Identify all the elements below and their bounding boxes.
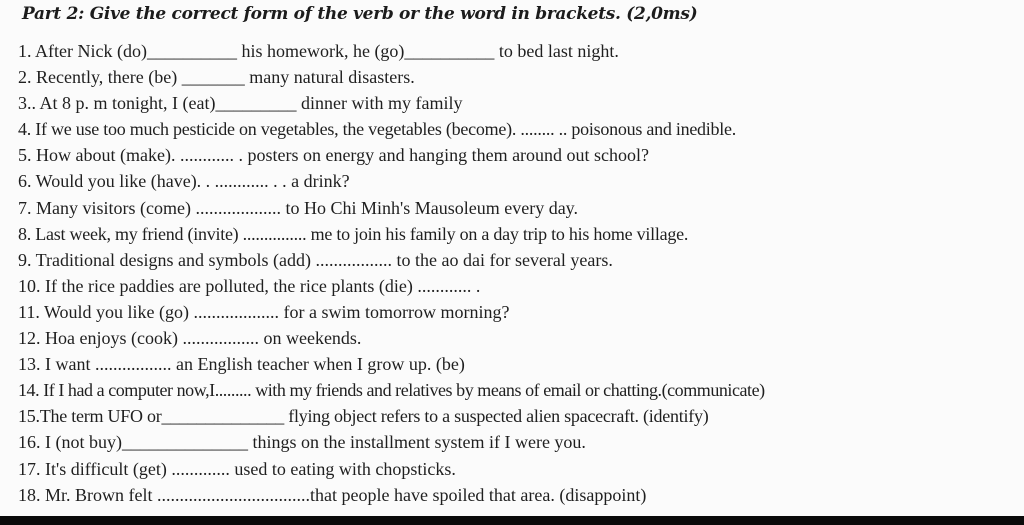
exercise-item-9: 9. Traditional designs and symbols (add) ................. to the ao dai for several years. [18, 249, 613, 270]
exercise-item-2: 2. Recently, there (be) _______ many natural disasters. [18, 67, 415, 88]
exercise-item-10: 10. If the rice paddies are polluted, the rice plants (die) ............ . [18, 275, 481, 296]
exercise-item-17: 17. It's difficult (get) ............. used to eating with chopsticks. [18, 458, 456, 479]
exercise-item-7: 7. Many visitors (come) ................... to Ho Chi Minh's Mausoleum every day. [18, 197, 579, 218]
exercise-item-4: 4. If we use too much pesticide on vegetables, the vegetables (become). ........ .. poisonous and inedible. [18, 119, 737, 140]
exercise-title: Part 2: Give the correct form of the verb or the word in brackets. (2,0ms) [22, 4, 698, 24]
exercise-item-5: 5. How about (make). ............ . posters on energy and hanging them around out school? [18, 145, 650, 166]
exercise-item-8: 8. Last week, my friend (invite) ............... me to join his family on a day trip to his home village. [18, 223, 689, 244]
bottom-border [0, 516, 1024, 525]
exercise-list [18, 38, 1024, 508]
exercise-item-16: 16. I (not buy)______________ things on the installment system if I were you. [18, 432, 586, 453]
exercise-item-13: 13. I want ................. an English teacher when I grow up. (be) [18, 354, 465, 375]
exercise-item-1: 1. After Nick (do)__________ his homework, he (go)__________ to bed last night. [18, 41, 619, 61]
exercise-item-6: 6. Would you like (have). . ............ . . a drink? [18, 171, 350, 192]
exercise-item-14: 14. If I had a computer now,I......... with my friends and relatives by means of email or chatting.(communicate) [18, 380, 765, 401]
exercise-item-11: 11. Would you like (go) ................... for a swim tomorrow morning? [18, 301, 510, 322]
exercise-item-15: 15.The term UFO or______________ flying object refers to a suspected alien spacecraft. (identify) [18, 406, 709, 427]
exercise-item-12: 12. Hoa enjoys (cook) ................. on weekends. [18, 328, 362, 349]
exercise-item-18: 18. Mr. Brown felt ..................................that people have spoiled that area. (disappoint) [18, 484, 647, 505]
exercise-item-3: 3.. At 8 p. m tonight, I (eat)_________ dinner with my family [18, 93, 463, 114]
